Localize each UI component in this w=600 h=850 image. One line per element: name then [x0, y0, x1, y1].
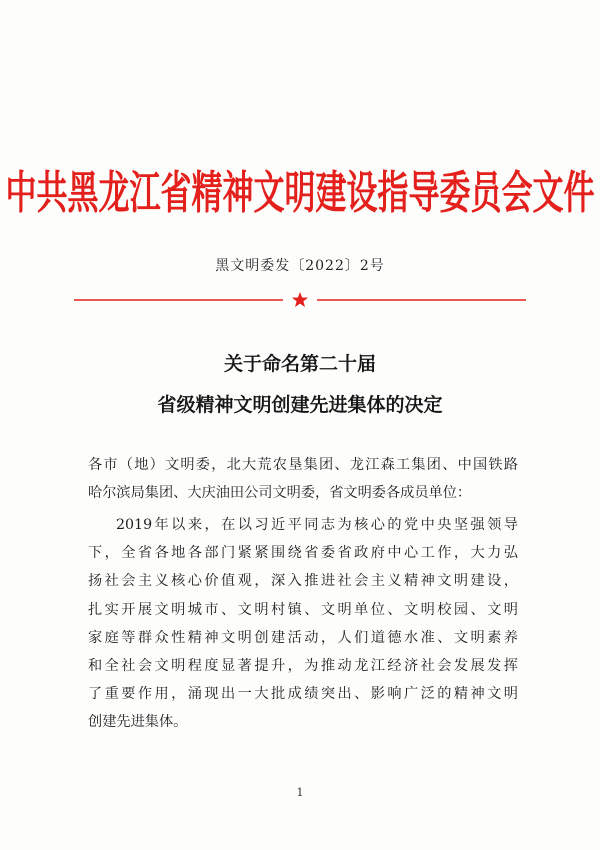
body-paragraph	[88, 511, 518, 737]
paragraph-line: 扎实开展文明城市、文明村镇、文明单位、文明校园、文明	[88, 601, 518, 618]
paragraph-line: 扬社会主义核心价值观，深入推进社会主义精神文明建设，	[88, 573, 518, 590]
paragraph-line: 下，全省各地各部门紧紧围绕省委省政府中心工作，大力弘	[88, 545, 518, 562]
document-title-line-1: 关于命名第二十届	[223, 353, 376, 375]
paragraph-line: 家庭等群众性精神文明创建活动，人们道德水准、文明素养	[88, 629, 518, 646]
addressee-line: 哈尔滨局集团、大庆油田公司文明委，省文明委各成员单位：	[88, 485, 472, 502]
paragraph-line: 和全社会文明程度显著提升，为推动龙江经济社会发展发挥	[88, 657, 518, 674]
addressee	[88, 451, 518, 507]
document-title-line-2: 省级精神文明创建先进集体的决定	[157, 394, 443, 416]
document-number: 黑文明委发〔2022〕2号	[215, 258, 385, 274]
star-icon	[292, 292, 308, 307]
paragraph-line: 创建先进集体。	[88, 714, 188, 731]
paragraph-line: 2019年以来，在以习近平同志为核心的党中央坚强领导	[116, 517, 518, 533]
page-number: 1	[296, 786, 304, 799]
paragraph-line: 了重要作用，涌现出一大批成绩突出、影响广泛的精神文明	[88, 686, 518, 703]
red-divider	[74, 292, 526, 308]
addressee-line: 各市（地）文明委，北大荒农垦集团、龙江森工集团、中国铁路	[88, 457, 518, 473]
issuer-header: 中共黑龙江省精神文明建设指导委员会文件	[5, 167, 595, 220]
